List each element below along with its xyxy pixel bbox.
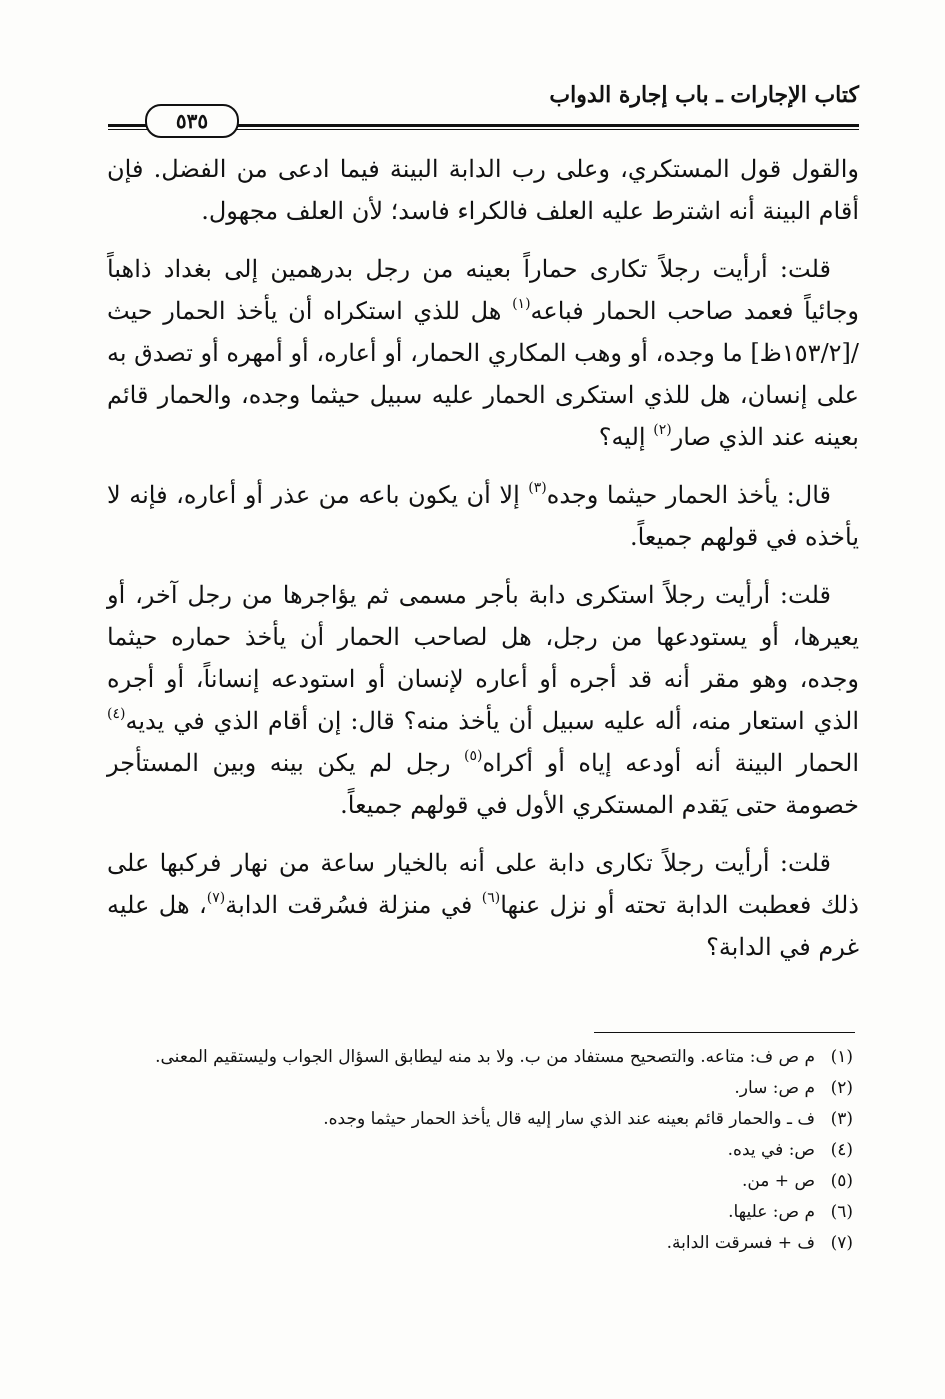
paragraph-text: والقول قول المستكري، وعلى رب الدابة البينة فيما ادعى من الفضل. فإن أقام البينة أنه اشترط عليه العلف فالكراء فاسد؛ لأن العلف مجهول. — [107, 155, 859, 225]
footnote-number: (٢) — [830, 1078, 853, 1098]
footnote-number: (١) — [830, 1047, 853, 1067]
footnote-reference: (٦) — [481, 890, 501, 906]
paragraph — [107, 842, 859, 968]
footnote — [108, 1042, 853, 1073]
paragraph — [107, 148, 859, 232]
footnote-reference: (٧) — [206, 890, 226, 906]
footnote — [108, 1197, 853, 1228]
paragraph-text: إلا أن يكون باعه من عذر أو أعاره، فإنه لا يأخذه في قولهم جميعاً. — [107, 481, 859, 551]
paragraph-text: قلت: أرأيت رجلاً تكارى حماراً بعينه من رجل بدرهمين إلى بغداد ذاهباً وجائياً فعمد صاحب الحمار فباعه — [107, 255, 859, 325]
paragraph-text: قلت: أرأيت رجلاً استكرى دابة بأجر مسمى ثم يؤاجرها من رجل آخر، أو يعيرها، أو يستودعها من رجل، هل لصاحب الحمار أن يأخذ حماره حيثما وجده، وهو مقر أنه قد أجره أو أعاره لإنسان أو استودعه إنساناً، أو أجره الذي استعار منه، أله عليه سبيل أن يأخذ منه؟ قال: إن أقام الذي في يديه — [107, 581, 859, 735]
paragraph-text: في منزلة فسُرقت الدابة — [225, 891, 482, 919]
footnote-text: ف + فسرقت الدابة. — [666, 1233, 815, 1253]
footnote-reference: (٥) — [464, 748, 483, 764]
footnote-text: ص + من. — [741, 1171, 815, 1191]
paragraph — [107, 574, 859, 826]
paragraph — [107, 248, 859, 458]
footnote — [108, 1228, 853, 1259]
footnote — [108, 1073, 853, 1104]
footnote-reference: (١) — [512, 296, 531, 312]
footnote — [108, 1104, 853, 1135]
paragraph-text: قلت: أرأيت رجلاً تكارى دابة على أنه بالخيار ساعة من نهار فركبها على ذلك فعطبت الدابة تحته أو نزل عنها — [107, 849, 859, 919]
footnote — [108, 1166, 853, 1197]
footnote-reference: (٢) — [653, 422, 672, 438]
footnote-text: م ص: سار. — [734, 1078, 815, 1098]
footnotes — [108, 1042, 853, 1259]
paragraph-text: ، هل عليه غرم في الدابة؟ — [107, 891, 859, 961]
footnote-number: (٦) — [830, 1202, 853, 1222]
footnote-text: م ص: عليها. — [728, 1202, 815, 1222]
footnote-number: (٣) — [830, 1109, 853, 1129]
paragraph — [107, 474, 859, 558]
paragraph-text: رجل لم يكن بينه وبين المستأجر خصومة حتى يَقدم المستكري الأول في قولهم جميعاً. — [107, 749, 859, 819]
footnote-text: ف ـ والحمار قائم بعينه عند الذي سار إليه قال يأخذ الحمار حيثما وجده. — [323, 1109, 815, 1129]
footnote — [108, 1135, 853, 1166]
main-text — [107, 148, 859, 968]
paragraph-text: إليه؟ — [598, 423, 654, 451]
paragraph-text: قال: يأخذ الحمار حيثما وجده — [546, 481, 831, 509]
footnote-reference: (٣) — [528, 480, 547, 496]
running-header-title: كتاب الإجارات ـ باب إجارة الدواب — [549, 82, 859, 108]
footnote-number: (٤) — [830, 1140, 853, 1160]
footnote-number: (٧) — [830, 1233, 853, 1253]
page-number: ٥٣٥ — [145, 104, 239, 138]
paragraph-text: هل للذي استكراه أن يأخذ الحمار حيث /[١٥٣/٢ظ] ما وجده، أو وهب المكاري الحمار، أو أعاره، أو أمهره أو تصدق به على إنسان، هل للذي استكرى الحمار عليه سبيل حيثما وجده، والحمار قائم بعينه عند الذي صار — [107, 297, 859, 451]
footnote-separator — [594, 1032, 855, 1033]
footnote-text: م ص ف: متاعه. والتصحيح مستفاد من ب. ولا بد منه ليطابق السؤال الجواب وليستقيم المعنى. — [155, 1047, 815, 1067]
paragraph-text: الحمار البينة أنه أودعه إياه أو أكراه — [482, 749, 859, 777]
footnote-number: (٥) — [830, 1171, 853, 1191]
footnote-text: ص: في يده. — [727, 1140, 815, 1160]
footnote-reference: (٤) — [107, 706, 126, 722]
